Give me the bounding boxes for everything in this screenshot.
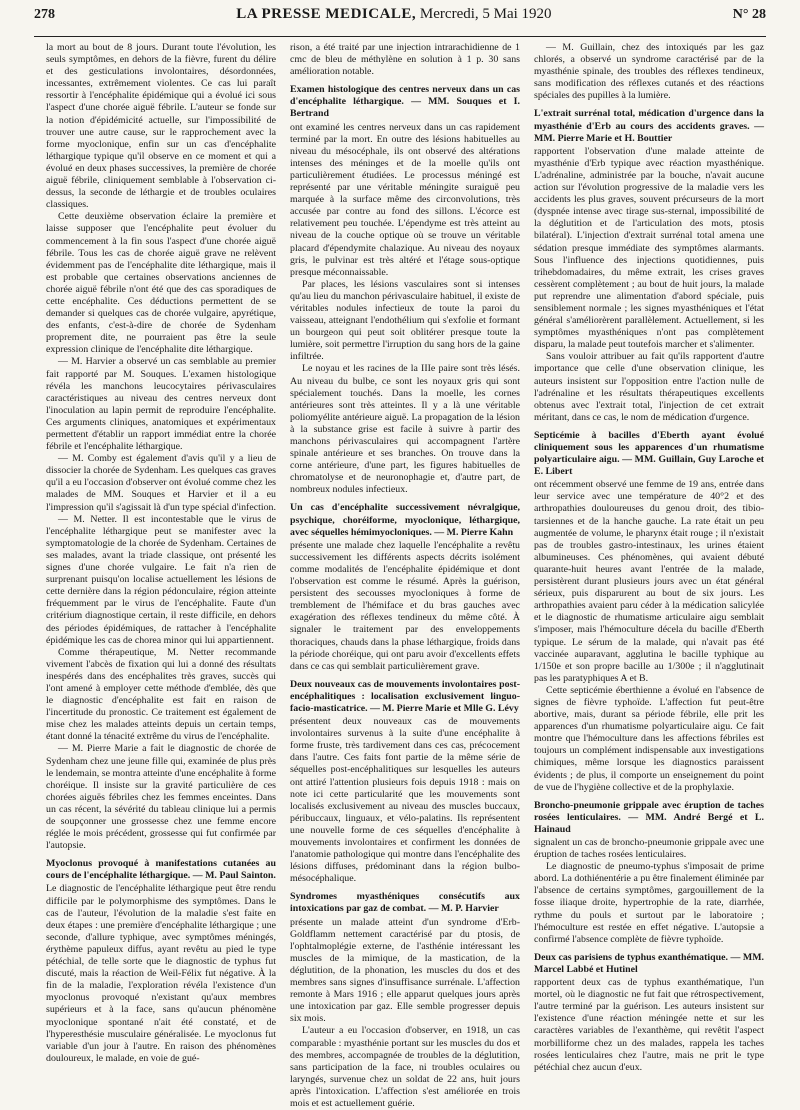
paragraph: Le diagnostic de l'encéphalite léthargique peut être rendu difficile par le polymorphisme des symptômes. Dans le cas de l'auteur, l'évolution de la maladie s'est faite en deux étapes : une première d'encéphalite léthargique ; une seconde, d'allure typhique, avec symptômes méningés, érythème papuleux diffus, ayant revêtu au pied le type pétéchial, de telle sorte que le diagnostic de typhus fut discuté, mais la réaction de Weil-Félix fut négative. À la fin de la maladie, l'exploration révéla l'existence d'un myoclonus provoqué n'existant qu'aux membres supérieurs et à la face, sans qu'aucun phénomène myoclonique spontané n'ait été constaté, et de l'hyperesthésie musculaire généralisée. Le myoclonus fut variable d'un jour à l'autre. En raison des phénomènes douloureux, le malade, en voie de gué- [46, 883, 276, 1064]
column-2 [290, 42, 520, 1110]
paragraph: présente une malade chez laquelle l'encéphalite a revêtu successivement les différents aspects décrits isolément comme modalités de l'encéphalite épidémique et dont l'observation est comme le résumé. Après la guérison, persistent des secousses myocloniques à forme de tremblement de l'hémiface et du bras gauches avec exagération des réflexes tendineux du même côté. À signaler le traitement par des enveloppements thoraciques, chauds dans la phase léthargique, froids dans la période choréique, qui ont paru avoir d'excellents effets dans ce cas qui semblait particulièrement grave. [290, 539, 520, 672]
paragraph: — M. Guillain, chez des intoxiqués par les gaz chlorés, a observé un syndrome caractérisé par de la myasthénie spinale, des troubles des réflexes tendineux, sans modification des réflexes cutanés et des réactions spéciales des pupilles à la lumière. [534, 42, 764, 102]
paragraph: rapportent l'observation d'une malade atteinte de myasthénie d'Erb typique avec réaction myasthénique. L'adrénaline, administrée par la bouche, n'avait aucune action sur l'évolution progressive de la maladie vers les accidents les plus graves, souvent précurseurs de la mort (dyspnée intense avec tirage sus-sternal, impossibilité de la déglutition et de l'articulation des mots, ptosis bilatéral). L'injection d'extrait surrénal total amena une sédation presque immédiate des symptômes alarmants. Sous l'influence des injections quotidiennes, puis trihebdomadaires, du même extrait, les crises graves cessèrent complètement ; au bout de huit jours, la malade put reprendre une alimentation d'abord spéciale, puis sensiblement normale ; les signes myasthéniques et l'état général s'améliorèrent parallèlement. Actuellement, si les symptômes myasthéniques n'ont pas complètement disparu, la malade peut toutefois marcher et s'alimenter. [534, 145, 764, 351]
text-columns [46, 42, 764, 1109]
paragraph: Cette septicémie éberthienne a évolué en l'absence de signes de fièvre typhoïde. L'affection fut peut-être abortive, mais, durant sa période fébrile, elle prit les apparences d'un rhumatisme polyarticulaire aigu. Ce fait montre que l'hémoculture dans les affections fébriles est toujours un complément indispensable aux investigations chimiques, même lorsque les diagnostics paraissent évidents ; de plus, il comporte un enseignement du point de vue de l'hygiène collective et de la prophylaxie. [534, 684, 764, 793]
paragraph: ont récemment observé une femme de 19 ans, entrée dans leur service avec une température de 40°2 et des arthropathies douloureuses du genou droit, des tibio-tarsiennes et de la hanche gauche. La rate était un peu augmentée de volume, le pharynx était rouge ; il n'existait pas de troubles gastro-intestinaux, les urines étaient albumineuses. Ces phénomènes, qui avaient débuté quarante-huit heures avant l'entrée de la malade, persistèrent durant plusieurs jours avec un état général sérieux, puis disparurent au bout de six jours. Les arthropathies avaient paru céder à la médication salicylée et le diagnostic de rhumatisme articulaire aigu semblait s'imposer, mais l'hémoculture décela du bacille d'Eberth typique. Le sérum de la malade, qui n'avait pas été vaccinée auparavant, agglutina le bacille typhique au 1/150e et son propre bacille au 1/300e ; il n'agglutinait pas les paratyphiques A et B. [534, 479, 764, 684]
section-heading: Septicémie à bacilles d'Eberth ayant évolué cliniquement sous les apparences d'un rhumatisme polyarticulaire aigu. — MM. Guillain, Guy Laroche et E. Libert [534, 429, 764, 478]
paragraph: Le noyau et les racines de la IIIe paire sont très lésés. Au niveau du bulbe, ce sont les noyaux gris qui sont spécialement touchés. Dans la moelle, les cornes antérieures sont très atteintes. Il y a là une véritable poliomyélite antérieure aiguë. La propagation de la lésion à la substance grise est facile à suivre à partir des manchons périvasculaires qui accompagnent l'artère spinale antérieure et ses branches. On trouve dans la corne antérieure, d'une part, les figures habituelles de chromatolyse et de neuronophagie et, d'autre part, de nombreux nodules infectieux. [290, 363, 520, 496]
section-heading: Deux nouveaux cas de mouvements involontaires post-encéphalitiques : localisation exclusivement linguo-facio-masticatrice. — M. Pierre Marie et Mlle G. Lévy [290, 678, 520, 714]
section-heading: Syndromes myasthéniques consécutifs aux intoxications par gaz de combat. — M. P. Harvier [290, 891, 520, 915]
section-heading: Un cas d'encéphalite successivement névralgique, psychique, choréiforme, myoclonique, léthargique, avec séquelles hémimyocloniques. — M. Pierre Kahn [290, 502, 520, 538]
paragraph: Par places, les lésions vasculaires sont si intenses qu'au lieu du manchon périvasculaire habituel, il existe de véritables nodules infectieux de toute la paroi du vaisseau, atteignant l'endothélium qui s'exfolie et formant un bourgeon qui peut soit oblitérer presque toute la lumière, soit permettre l'irruption du sang hors de la gaine infiltrée. [290, 278, 520, 363]
paragraph: rison, a été traité par une injection intrarachidienne de 1 cmc de bleu de méthylène en solution à 1 p. 30 sans amélioration notable. [290, 42, 520, 78]
paragraph: Sans vouloir attribuer au fait qu'ils rapportent d'autre importance que celle d'une observation clinique, les auteurs insistent sur l'opposition entre l'action nulle de l'adrénaline et les résultats thérapeutiques excellents obtenus avec l'extrait total, l'injection de cet extrait méritant, dans ce cas, le nom de médication d'urgence. [534, 351, 764, 423]
paragraph: rapportent deux cas de typhus exanthématique, l'un mortel, où le diagnostic ne fut fait que rétrospectivement, l'autre terminé par la guérison. Les auteurs insistent sur l'existence d'une réaction méningée nette et sur les caractères variables de l'exanthème, qui revêtit l'aspect morbilliforme chez un des malades, rappela les taches rosées lenticulaires chez l'autre, mais ne prit le type pétéchial chez aucun d'eux. [534, 977, 764, 1073]
section-heading: Examen histologique des centres nerveux dans un cas d'encéphalite léthargique. — MM. Souques et I. Bertrand [290, 84, 520, 120]
paragraph: Cette deuxième observation éclaire la première et laisse supposer que l'encéphalite peut évoluer du commencement à la fin sous l'aspect d'une chorée aiguë fébrile. Tous les cas de chorée aiguë grave ne relèvent évidemment pas de l'encéphalite dite léthargique, mais il est probable que certaines observations anciennes de chorée aiguë fébrile n'ont été que des cas sporadiques de cette encéphalite. Ces déductions permettent de se demander si quelques cas de chorée vulgaire, apyrétique, des enfants, c'est-à-dire de chorée de Sydenham proprement dite, ne pourraient pas être la seule expression clinique de l'encéphalite dite léthargique. [46, 211, 276, 356]
paragraph: Le diagnostic de pneumo-typhus s'imposait de prime abord. La dothiénentérie a pu être finalement éliminée par l'absence de certains symptômes, gargouillement de la fosse iliaque droite, hypertrophie de la rate, diarrhée, rythme du pouls et surtout par le laboratoire ; l'hémoculture est restée en effet négative. L'autopsie a confirmé l'absence complète de fièvre typhoïde. [534, 861, 764, 945]
column-3 [534, 42, 764, 1110]
journal-title: LA PRESSE MEDICALE, [236, 6, 417, 22]
paragraph: la mort au bout de 8 jours. Durant toute l'évolution, les seuls symptômes, en dehors de la fièvre, furent du délire et des gesticulations involontaires, désordonnées, incessantes, extrêmement violentes. Ce cas lui paraît ressortir à l'encéphalite épidémique qui a évolué ici sous l'aspect d'une chorée aiguë fébrile. L'auteur se fonde sur la notion d'épidémicité actuelle, sur l'impossibilité de trouver une autre cause, sur le rapprochement avec la forme myoclonique, enfin sur un cas d'encéphalite léthargique typique qu'il observe en ce moment et qui a évolué en deux phases successives, la première de chorée aiguë fébrile, cliniquement semblable à l'observation ci-dessus, la seconde de léthargie et de troubles oculaires classiques. [46, 42, 276, 211]
section-heading: Myoclonus provoqué à manifestations cutanées au cours de l'encéphalite léthargique. — M. Paul Sainton. [46, 858, 276, 882]
issue-date: Mercredi, 5 Mai 1920 [419, 6, 552, 22]
paragraph: — M. Pierre Marie a fait le diagnostic de chorée de Sydenham chez une jeune fille qui, examinée de plus près le lendemain, se montra atteinte d'une encéphalite à forme choréique. Il insiste sur la gravité particulière de ces chorées aiguës fébriles chez les femmes enceintes. Dans un cas récent, la sévérité du tableau clinique lui a permis de soupçonner une grossesse chez une femme encore réglée le mois précédent, grossesse qui fut confirmée par l'autopsie. [46, 743, 276, 852]
paragraph: présente un malade atteint d'un syndrome d'Erb-Goldflamm nettement caractérisé par du ptosis, de l'ophtalmoplégie externe, de l'asthénie intéressant les muscles de la mimique, de la mastication, de la déglutition, de la phonation, les muscles du dos et des membres sans signes d'insuffisance surrénale. L'affection remonte à Mars 1916 ; elle apparut quelques jours après une intoxication par gaz. Elle semble progresser depuis six mois. [290, 916, 520, 1025]
paragraph: — M. Netter. Il est incontestable que le virus de l'encéphalite léthargique peut se manifester avec la symptomatologie de la chorée de Sydenham. Certaines de ses malades, avant la triade classique, ont présenté les signes d'une chorée vulgaire. Le fait n'a rien de surprenant puisqu'on localise actuellement les lésions de cette dernière dans la région pédonculaire, région atteinte fréquemment par le virus de l'encéphalite. Faute d'un critérium diagnostique certain, il reste difficile, en dehors des périodes épidémiques, de rattacher à l'encéphalite épidémique les cas de chorea minor qui lui appartiennent. [46, 513, 276, 646]
column-1 [46, 42, 276, 1110]
section-heading: Deux cas parisiens de typhus exanthématique. — MM. Marcel Labbé et Hutinel [534, 951, 764, 975]
paragraph: Comme thérapeutique, M. Netter recommande vivement l'abcès de fixation qui lui a donné des résultats inespérés dans des encéphalites très graves, succès qui l'ont amené à employer cette méthode d'emblée, dès que le diagnostic d'encéphalite est fait en raison de l'incertitude du pronostic. Ce traitement est également de mise chez les malades atteints depuis un certain temps, étant donné la ténacité extrême du virus de l'encéphalite. [46, 646, 276, 743]
paragraph: — M. Harvier a observé un cas semblable au premier fait rapporté par M. Souques. L'examen histologique révéla les manchons leucocytaires périvasculaires caractéristiques au niveau des centres nerveux dont l'inoculation au lapin permit de reproduire l'encéphalite. Ces arguments cliniques, anatomiques et expérimentaux permettent d'établir un rapport immédiat entre la chorée fébrile et l'encéphalite léthargique. [46, 356, 276, 453]
paragraph: L'auteur a eu l'occasion d'observer, en 1918, un cas comparable : myasthénie portant sur les muscles du dos et des membres, accompagnée de troubles de la déglutition, sans participation de la face, ni troubles oculaires ou laryngés, survenue chez un soldat de 22 ans, huit jours après l'intoxication. L'affection s'est améliorée en trois mois et est actuellement guérie. [290, 1025, 520, 1109]
page-number: 278 [34, 7, 55, 22]
issue-number: N° 28 [732, 7, 766, 22]
paragraph: — M. Comby est également d'avis qu'il y a lieu de dissocier la chorée de Sydenham. Les quelques cas graves qu'il a eu l'occasion d'observer ont évolué comme chez les malades de MM. Souques et Harvier et il a eu l'impression qu'il s'agissait là d'un type spécial d'infection. [46, 453, 276, 513]
section-heading: Broncho-pneumonie grippale avec éruption de taches rosées lenticulaires. — MM. André Bergé et L. Hainaud [534, 799, 764, 835]
masthead [236, 6, 551, 23]
section-heading: L'extrait surrénal total, médication d'urgence dans la myasthénie d'Erb au cours des accidents graves. — MM. Pierre Marie et H. Bouttier [534, 108, 764, 144]
paragraph: signalent un cas de broncho-pneumonie grippale avec une éruption de taches rosées lenticulaires. [534, 837, 764, 861]
paragraph: présentent deux nouveaux cas de mouvements involontaires survenus à la suite d'une encéphalite à forme fruste, très tardivement dans ces cas, précocement dans l'autre. Ces faits font partie de la même série de séquelles post-encéphalitiques sur lesquelles les auteurs ont attiré l'attention plusieurs fois depuis 1918 : mais on note ici cette particularité que les mouvements sont localisés exclusivement au niveau des muscles buccaux, péribuccaux, linguaux, et vélo-palatins. Ils représentent une nouvelle forme de ces séquelles d'encéphalite à mouvements involontaires et confirment les données de l'anatomie pathologique qui montre dans l'encéphalite des lésions diffuses, prédominant dans la région bulbo-mésocéphalique. [290, 716, 520, 885]
page-header [34, 6, 766, 37]
paragraph: ont examiné les centres nerveux dans un cas rapidement terminé par la mort. En outre des lésions habituelles au niveau du mésocéphale, ils ont observé des altérations intenses des méninges et de la moelle qu'ils ont particulièrement étudiées. Le processus méningé est représenté par une véritable méningite suraiguë peu marquée à la surface même des circonvolutions, très accusée par contre au fond des sillons. L'écorce est relativement peu touchée. L'épendyme est très atteint au niveau de la couche optique où se trouve un véritable placard d'épendymite chalazique. Au niveau des noyaux gris, le pulvinar est très altéré et l'étage sous-optique presque méconnaissable. [290, 121, 520, 278]
